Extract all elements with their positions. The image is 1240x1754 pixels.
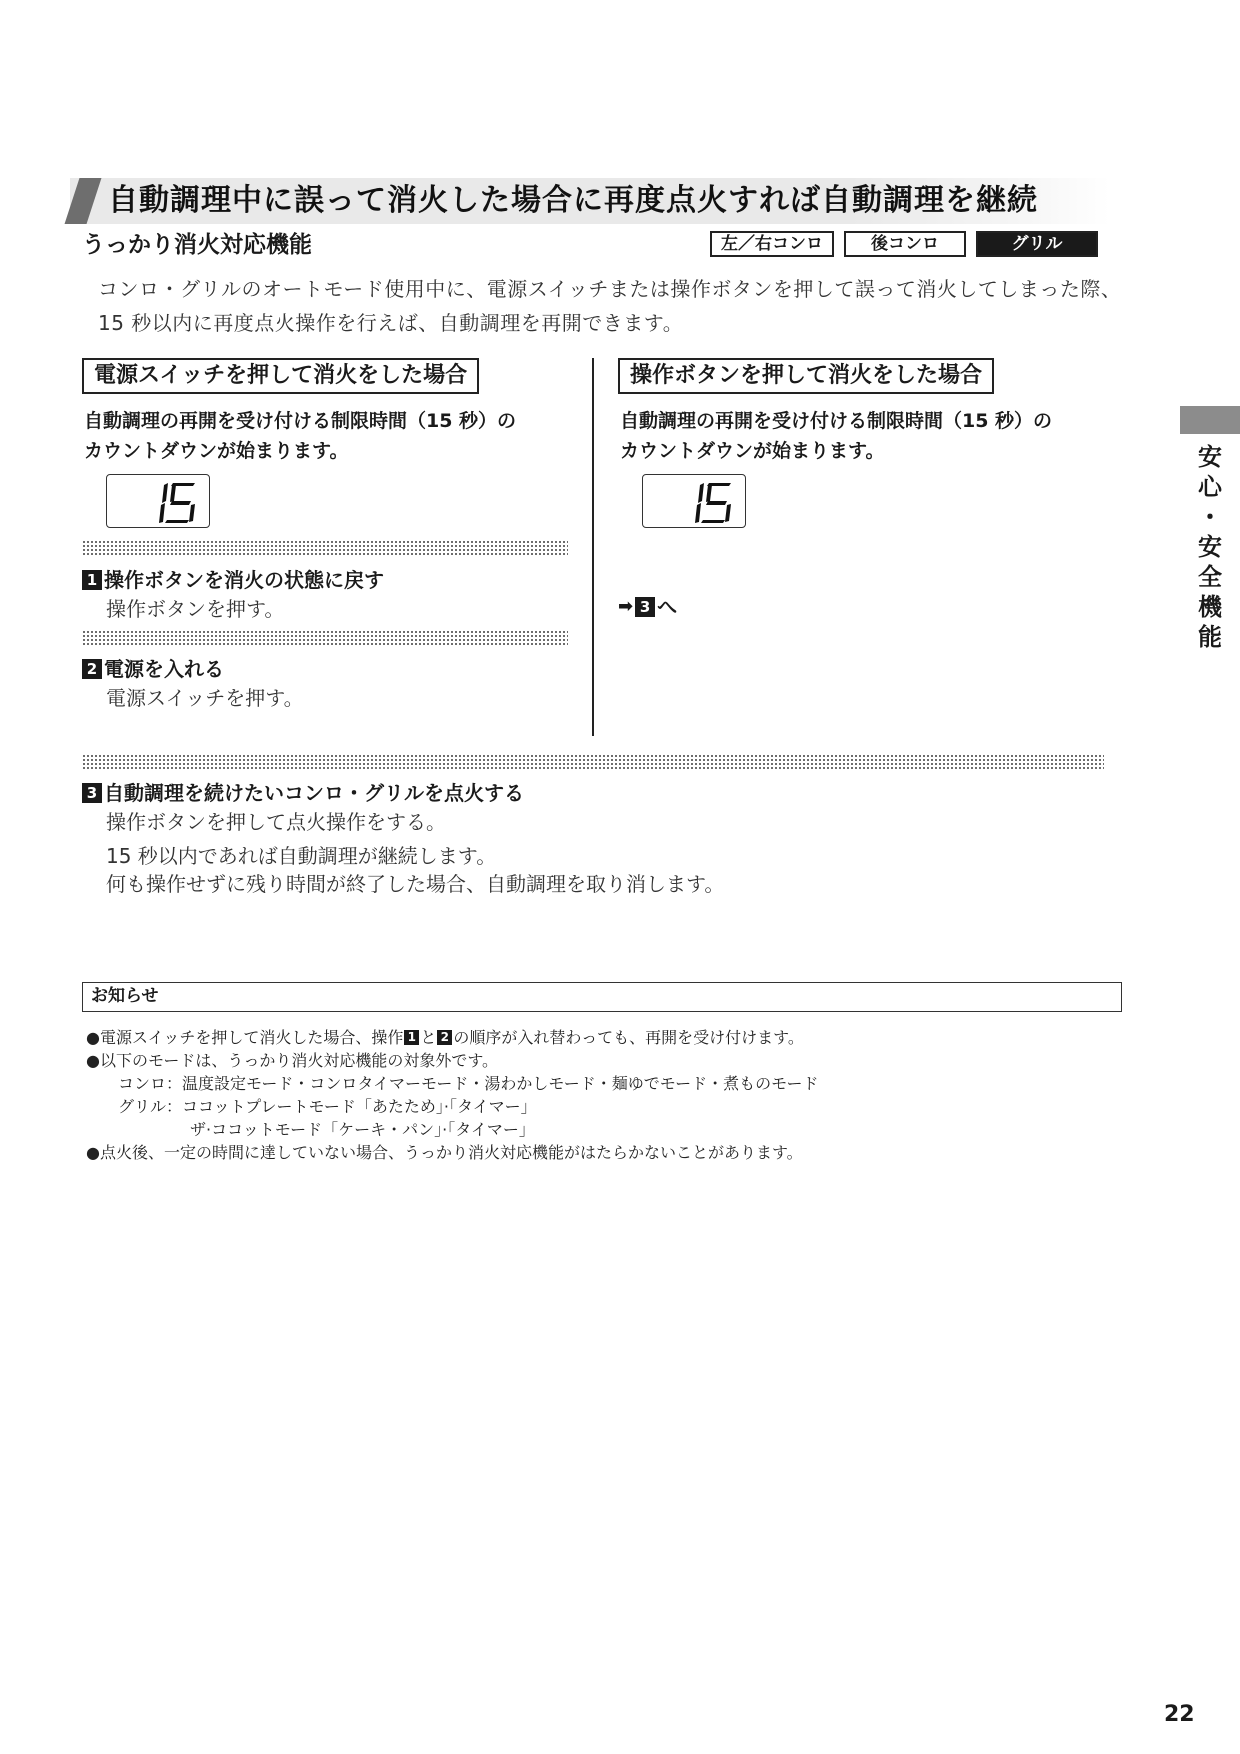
right-arrow-icon: ➡ [618,596,634,617]
section-subtitle: うっかり消火対応機能 [82,232,312,258]
left-desc-line-2: カウントダウンが始まります。 [84,440,349,462]
go-to-suffix: へ [657,595,678,619]
intro-line-1: コンロ・グリルのオートモード使用中に、電源スイッチまたは操作ボタンを押して誤って消火してしまった際、 [98,277,1122,301]
left-column-description [84,406,516,466]
step-1-body: 操作ボタンを押す。 [106,597,285,621]
step-number-badge: 3 [82,783,102,803]
step-number-badge: 2 [437,1030,452,1045]
notice-item-1-post: の順序が入れ替わっても、再開を受け付けます。 [453,1028,804,1047]
tag-left-right-burner: 左／右コンロ [710,231,834,257]
seven-segment-15-icon [107,475,211,529]
side-tab-char: ・ [1198,503,1222,531]
step-2-title-text: 電源を入れる [104,657,224,681]
dotted-separator [82,630,568,646]
side-tab-char: 能 [1198,623,1222,651]
notice-item-2-grill: グリル：ココットプレートモード「あたため」·「タイマー」 [118,1097,537,1116]
side-tab-label [1180,442,1240,652]
notice-item-1 [86,1026,818,1049]
step-3-note-1: 15 秒以内であれば自動調理が継続します。 [106,844,497,868]
step-2-title [82,655,224,683]
tag-rear-burner: 後コンロ [844,231,966,257]
step-2-body: 電源スイッチを押す。 [106,686,304,710]
notice-heading: お知らせ [82,982,1122,1012]
dotted-separator [82,540,568,556]
intro-paragraph [98,272,1121,340]
step-number-badge: 1 [404,1030,419,1045]
column-divider [592,358,594,736]
side-tab-char: 心 [1198,473,1222,501]
side-tab-char: 全 [1198,563,1222,591]
countdown-display-right [642,474,746,528]
notice-item-3: ●点火後、一定の時間に達していない場合、うっかり消火対応機能がはたらかないことがあります。 [86,1143,803,1162]
notice-item-2-grill-2: ザ·ココットモード「ケーキ・パン」·「タイマー」 [190,1120,535,1139]
countdown-display-left [106,474,210,528]
notice-item-1-mid: と [420,1028,437,1047]
side-tab-char: 安 [1198,533,1222,561]
page-title: 自動調理中に誤って消火した場合に再度点火すれば自動調理を継続 [108,183,1038,218]
side-tab-char: 機 [1198,593,1222,621]
left-column-heading: 電源スイッチを押して消火をした場合 [82,358,479,394]
applicable-burner-tags [710,231,1098,257]
notice-list [86,1026,818,1164]
notice-item-2-konro: コンロ：温度設定モード・コンロタイマーモード・湯わかしモード・麺ゆでモード・煮ものモード [118,1074,819,1093]
step-3-title [82,779,524,807]
right-desc-line-2: カウントダウンが始まります。 [620,440,885,462]
seven-segment-15-icon [643,475,747,529]
left-desc-line-1: 自動調理の再開を受け付ける制限時間（15 秒）の [84,410,517,432]
notice-item-2: ●以下のモードは、うっかり消火対応機能の対象外です。 [86,1051,499,1070]
tag-grill: グリル [976,231,1098,257]
step-number-badge: 3 [635,597,655,617]
side-tab-char: 安 [1198,443,1222,471]
step-1-title [82,566,384,594]
step-3-title-text: 自動調理を続けたいコンロ・グリルを点火する [104,781,524,805]
step-number-badge: 2 [82,659,102,679]
go-to-step-3 [618,593,677,621]
right-desc-line-1: 自動調理の再開を受け付ける制限時間（15 秒）の [620,410,1053,432]
step-number-badge: 1 [82,570,102,590]
step-3-note-2: 何も操作せずに残り時間が終了した場合、自動調理を取り消します。 [106,872,725,896]
right-column-heading: 操作ボタンを押して消火をした場合 [618,358,994,394]
notice-item-1-pre: ●電源スイッチを押して消火した場合、操作 [86,1028,404,1047]
side-tab-bar [1180,406,1240,434]
step-1-title-text: 操作ボタンを消火の状態に戻す [104,568,384,592]
dotted-separator-wide [82,754,1104,770]
right-column-description [620,406,1052,466]
intro-line-2: 15 秒以内に再度点火操作を行えば、自動調理を再開できます。 [98,311,684,335]
page-number: 22 [1164,1702,1195,1727]
step-3-body: 操作ボタンを押して点火操作をする。 [106,810,446,834]
